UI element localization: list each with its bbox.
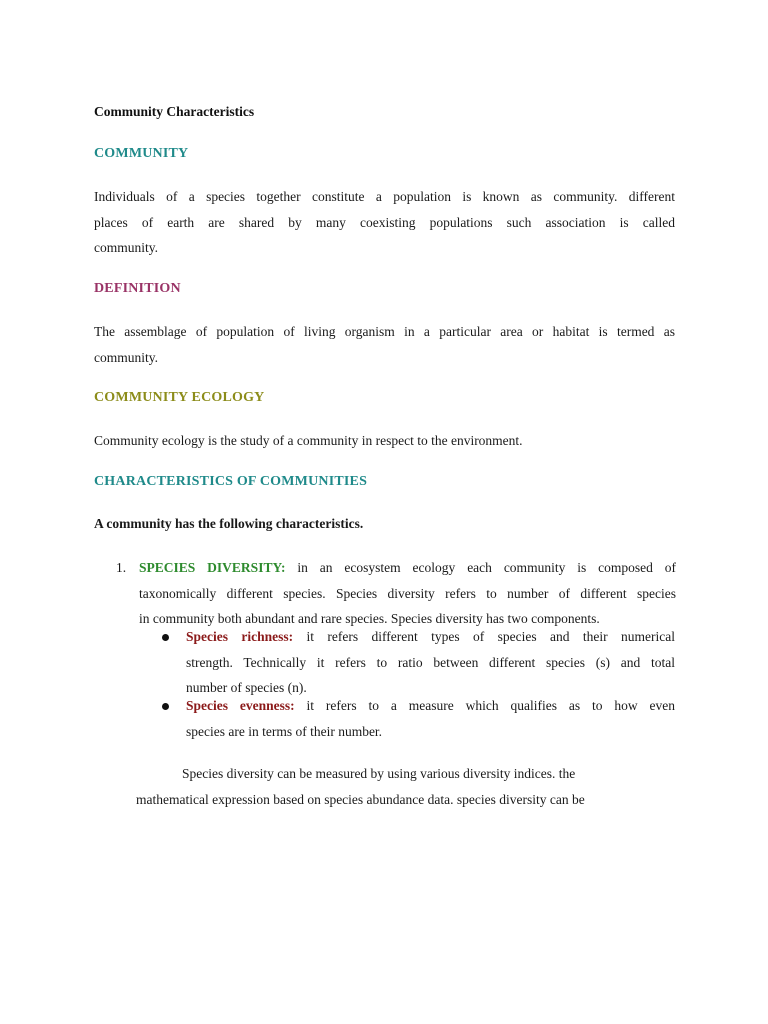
bullet-icon bbox=[162, 634, 169, 641]
term-species-richness: Species richness: bbox=[186, 629, 294, 644]
characteristics-intro: A community has the following characteristics. bbox=[94, 516, 364, 531]
heading-community-ecology: COMMUNITY ECOLOGY bbox=[94, 390, 265, 405]
closing-line: mathematical expression based on species abundance data. species diversity can be bbox=[136, 792, 585, 807]
paragraph-line: Individuals of a species together constitute a population is known as community. different bbox=[94, 189, 675, 204]
paragraph-community bbox=[94, 184, 675, 261]
paragraph-community-ecology bbox=[94, 428, 675, 454]
list-item-first-line bbox=[139, 555, 676, 581]
closing-line: Species diversity can be measured by using various diversity indices. the bbox=[182, 766, 576, 781]
list-item-text: in an ecosystem ecology each community is composed of bbox=[297, 560, 677, 575]
paragraph-line: community. bbox=[94, 349, 158, 365]
heading-definition: DEFINITION bbox=[94, 281, 181, 296]
heading-community: COMMUNITY bbox=[94, 146, 189, 161]
paragraph-line: species are in terms of their number. bbox=[186, 723, 383, 739]
paragraph-definition bbox=[94, 319, 675, 370]
list-number: 1. bbox=[116, 560, 127, 575]
bullet-text: it refers different types of species and their numerical bbox=[306, 629, 676, 644]
bullet-first-line bbox=[186, 624, 675, 650]
paragraph-line: community. bbox=[94, 240, 158, 255]
paragraph-line: Community ecology is the study of a community in respect to the environment. bbox=[94, 433, 523, 448]
paragraph-line: in community both abundant and rare species. Species diversity has two components. bbox=[139, 611, 600, 626]
bullet-species-richness bbox=[186, 624, 675, 701]
term-species-diversity: SPECIES DIVERSITY: bbox=[139, 560, 286, 575]
paragraph-line: strength. Technically it refers to ratio between different species (s) and total bbox=[186, 654, 675, 670]
paragraph-line: The assemblage of population of living organism in a particular area or habitat is termed as bbox=[94, 324, 675, 339]
term-species-evenness: Species evenness: bbox=[186, 698, 295, 713]
bullet-species-evenness bbox=[186, 693, 675, 744]
bullet-text: it refers to a measure which qualifies as to how even bbox=[306, 698, 675, 713]
bullet-icon bbox=[162, 703, 169, 710]
paragraph-line: places of earth are shared by many coexisting populations such association is called bbox=[94, 214, 675, 230]
bullet-first-line bbox=[186, 693, 675, 719]
document-title: Community Characteristics bbox=[94, 104, 255, 119]
list-item-species-diversity bbox=[139, 555, 676, 632]
heading-characteristics: CHARACTERISTICS OF COMMUNITIES bbox=[94, 474, 368, 489]
paragraph-line: number of species (n). bbox=[186, 680, 307, 695]
paragraph-line: taxonomically different species. Species diversity refers to number of different species bbox=[139, 585, 676, 601]
